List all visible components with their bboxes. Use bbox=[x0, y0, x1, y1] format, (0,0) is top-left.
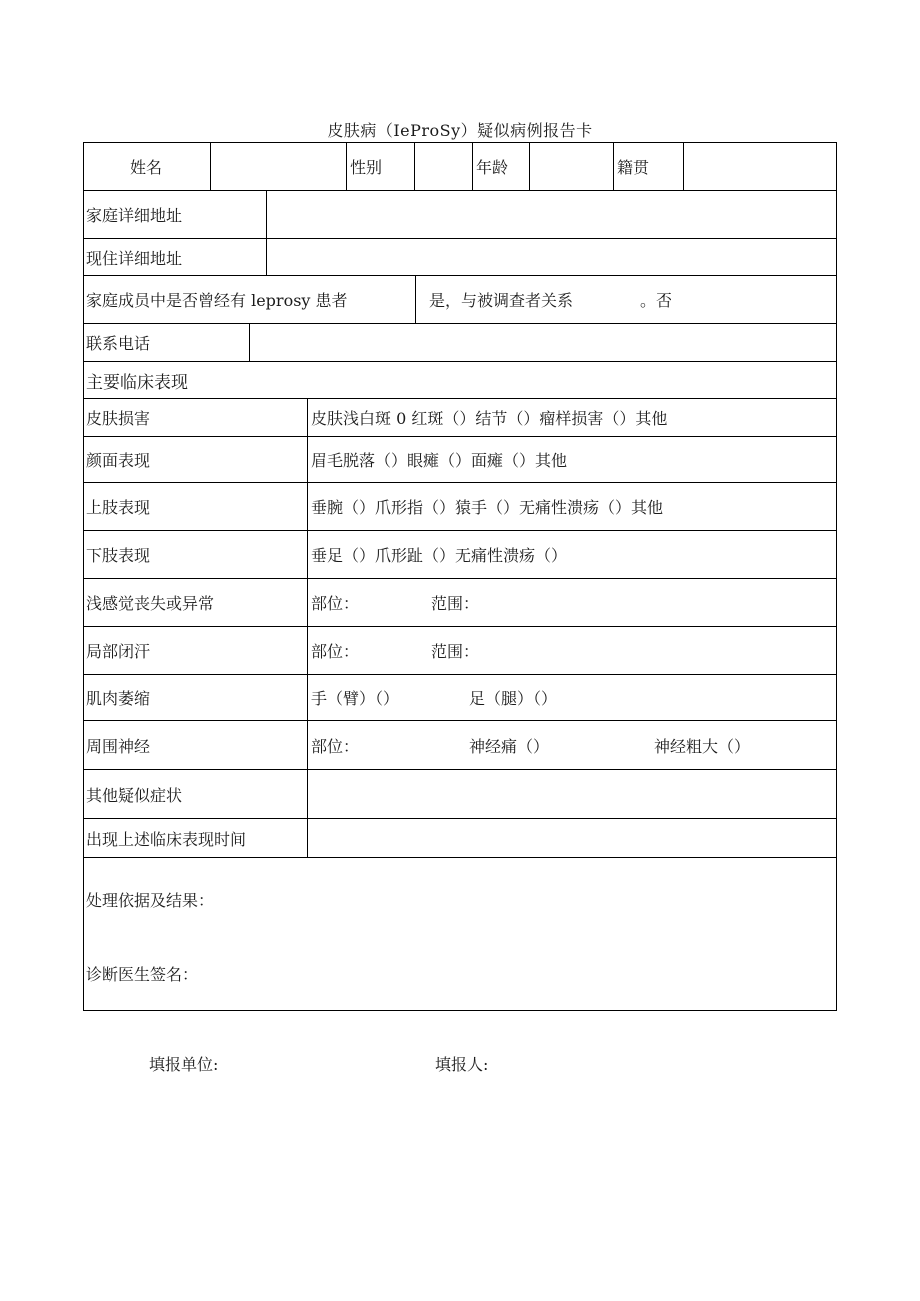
sweat-row bbox=[84, 627, 836, 675]
lower-limb-options[interactable]: 垂足（）爪形趾（）无痛性溃疡（） bbox=[311, 546, 568, 565]
sweat-part[interactable]: 部位： bbox=[311, 642, 360, 661]
result-label: 处理依据及结果： bbox=[86, 891, 215, 910]
phone-label: 联系电话 bbox=[86, 334, 151, 353]
nerve-part[interactable]: 部位： bbox=[311, 736, 360, 756]
clinical-row-upper-limb bbox=[84, 483, 836, 531]
clinical-title-row bbox=[84, 362, 836, 399]
current-address-field[interactable] bbox=[266, 239, 836, 275]
basic-info-row bbox=[84, 143, 836, 191]
home-address-label: 家庭详细地址 bbox=[86, 206, 183, 225]
phone-row bbox=[84, 324, 836, 362]
family-history-yes[interactable]: 是，与被调查者关系 bbox=[429, 291, 574, 310]
clinical-row-lower-limb bbox=[84, 531, 836, 579]
current-address-row bbox=[84, 239, 836, 276]
sensory-row bbox=[84, 579, 836, 627]
upper-limb-options[interactable]: 垂腕（）爪形指（）猿手（）无痛性溃疡（）其他 bbox=[311, 498, 664, 517]
onset-time-row bbox=[84, 819, 836, 858]
form-title: 皮肤病（IeProSy）疑似病例报告卡 bbox=[327, 121, 593, 140]
atrophy-row bbox=[84, 675, 836, 721]
atrophy-hand[interactable]: 手（臂）（） bbox=[311, 689, 400, 708]
reporting-unit-label: 填报单位: bbox=[149, 1055, 219, 1074]
gender-label: 性别 bbox=[350, 158, 383, 177]
sweat-range[interactable]: 范围： bbox=[431, 642, 480, 661]
atrophy-label: 肌肉萎缩 bbox=[86, 689, 151, 708]
onset-time-label: 出现上述临床表现时间 bbox=[86, 829, 247, 849]
phone-field[interactable] bbox=[249, 324, 836, 361]
nerve-label: 周围神经 bbox=[86, 736, 151, 756]
result-signature-row bbox=[84, 858, 836, 1010]
origin-label: 籍贯 bbox=[617, 158, 650, 177]
family-history-label: 家庭成员中是否曾经有 leprosy 患者 bbox=[86, 291, 348, 310]
lower-limb-label: 下肢表现 bbox=[86, 546, 151, 565]
sweat-label: 局部闭汗 bbox=[86, 642, 151, 661]
sensory-part[interactable]: 部位： bbox=[311, 594, 360, 613]
current-address-label: 现住详细地址 bbox=[86, 248, 183, 268]
nerve-pain[interactable]: 神经痛（） bbox=[469, 736, 550, 756]
nerve-row bbox=[84, 721, 836, 770]
upper-limb-label: 上肢表现 bbox=[86, 498, 151, 517]
nerve-enlarge[interactable]: 神经粗大（） bbox=[654, 736, 751, 756]
other-symptoms-field[interactable] bbox=[307, 770, 836, 818]
reporter-label: 填报人: bbox=[435, 1055, 489, 1074]
onset-time-field[interactable] bbox=[307, 819, 836, 857]
family-history-no[interactable]: 。否 bbox=[640, 291, 673, 310]
atrophy-foot[interactable]: 足（腿）（） bbox=[469, 689, 558, 708]
name-label: 姓名 bbox=[130, 158, 163, 177]
sensory-range[interactable]: 范围： bbox=[431, 594, 480, 613]
other-symptoms-row bbox=[84, 770, 836, 819]
skin-lesion-options[interactable]: 皮肤浅白斑 0 红斑（）结节（）瘤样损害（）其他 bbox=[311, 409, 668, 428]
age-label: 年龄 bbox=[476, 158, 509, 177]
skin-lesion-label: 皮肤损害 bbox=[86, 409, 151, 428]
home-address-row bbox=[84, 191, 836, 239]
clinical-title: 主要临床表现 bbox=[86, 372, 188, 393]
clinical-row-skin bbox=[84, 399, 836, 437]
clinical-row-face bbox=[84, 437, 836, 483]
home-address-field[interactable] bbox=[266, 191, 836, 238]
age-field[interactable] bbox=[529, 143, 613, 190]
name-field[interactable] bbox=[210, 143, 346, 190]
doctor-sign-label: 诊断医生签名： bbox=[86, 965, 199, 984]
family-history-row bbox=[84, 276, 836, 324]
origin-field[interactable] bbox=[683, 143, 836, 190]
report-form-table bbox=[83, 142, 837, 1011]
sensory-label: 浅感觉丧失或异常 bbox=[86, 594, 215, 613]
other-symptoms-label: 其他疑似症状 bbox=[86, 785, 183, 805]
face-label: 颜面表现 bbox=[86, 451, 151, 470]
face-options[interactable]: 眉毛脱落（）眼瘫（）面瘫（）其他 bbox=[311, 451, 568, 470]
gender-field[interactable] bbox=[414, 143, 472, 190]
